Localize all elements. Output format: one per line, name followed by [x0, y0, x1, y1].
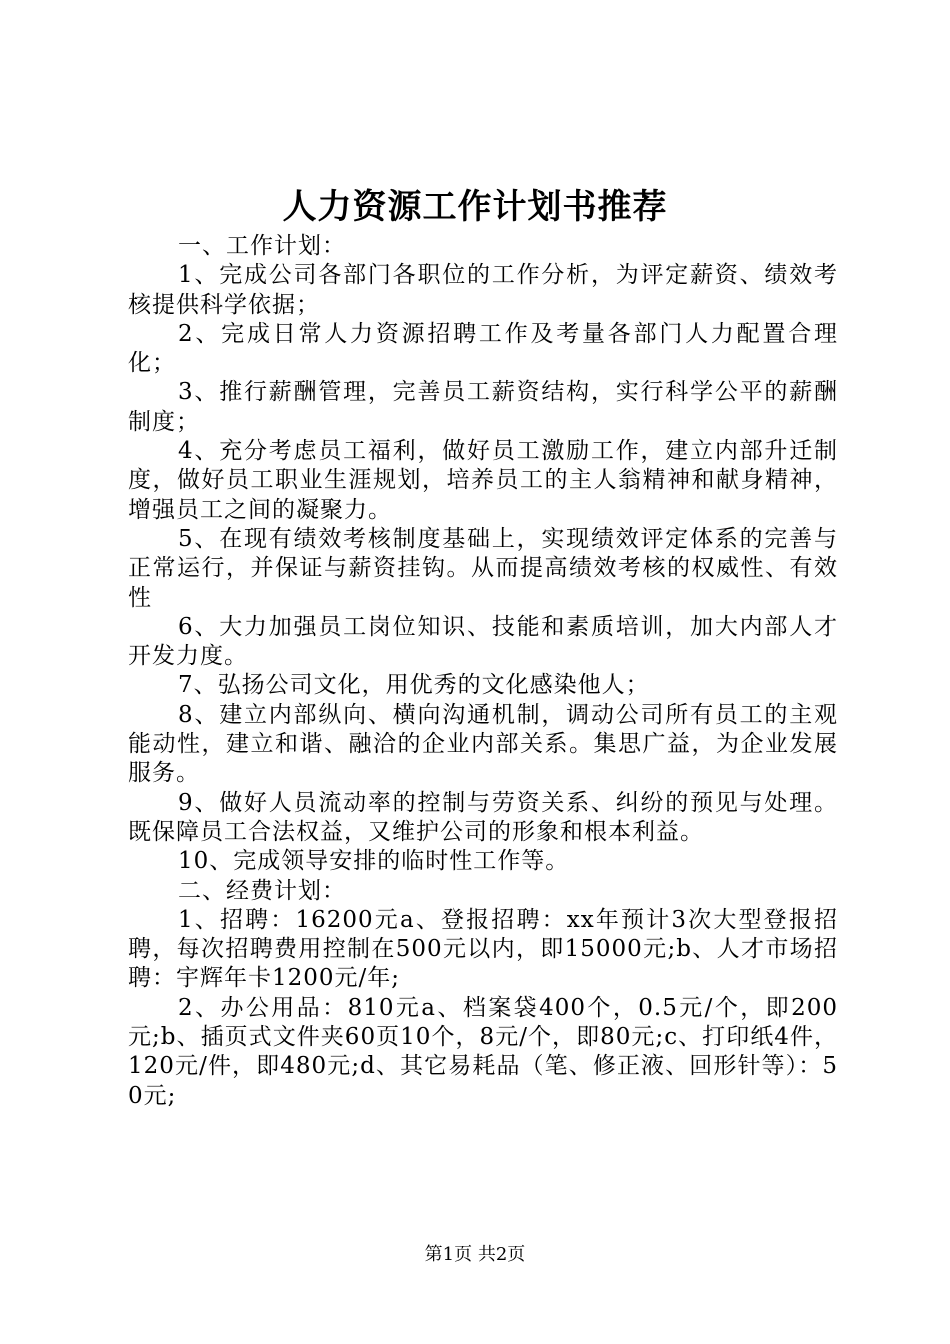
paragraph-item: 8、建立内部纵向、横向沟通机制，调动公司所有员工的主观能动性，建立和谐、融洽的企业内部关系。集思广益，为企业发展服务。: [128, 701, 838, 787]
paragraph-item: 2、完成日常人力资源招聘工作及考量各部门人力配置合理化；: [128, 320, 838, 377]
paragraph-item: 2、办公用品：810元a、档案袋400个，0.5元/个，即200元;b、插页式文件夹60页10个，8元/个，即80元;c、打印纸4件，120元/件，即480元;d、其它易耗品（笔、修正液、回形针等）：50元;: [128, 994, 838, 1109]
paragraph-item: 3、推行薪酬管理，完善员工薪资结构，实行科学公平的薪酬制度；: [128, 379, 838, 435]
document-title: 人力资源工作计划书推荐: [282, 187, 668, 227]
section-heading-budget-plan: 二、经费计划：: [178, 877, 346, 904]
document-body: [128, 232, 838, 1111]
paragraph-item: 7、弘扬公司文化，用优秀的文化感染他人；: [178, 672, 650, 699]
paragraph-item: 10、完成领导安排的临时性工作等。: [178, 848, 570, 875]
paragraph-item: 1、完成公司各部门各职位的工作分析，为评定薪资、绩效考核提供科学依据；: [128, 262, 838, 318]
paragraph-item: 1、招聘：16200元a、登报招聘：xx年预计3次大型登报招聘，每次招聘费用控制在500元以内，即15000元;b、人才市场招聘：宇辉年卡1200元/年;: [128, 906, 838, 992]
section-heading-work-plan: 一、工作计划：: [178, 233, 346, 259]
paragraph-item: 4、充分考虑员工福利，做好员工激励工作，建立内部升迁制度，做好员工职业生涯规划，培养员工的主人翁精神和献身精神，增强员工之间的凝聚力。: [128, 438, 838, 523]
paragraph-item: 5、在现有绩效考核制度基础上，实现绩效评定体系的完善与正常运行，并保证与薪资挂钩。从而提高绩效考核的权威性、有效性: [128, 525, 838, 611]
paragraph-item: 9、做好人员流动率的控制与劳资关系、纠纷的预见与处理。既保障员工合法权益，又维护公司的形象和根本利益。: [128, 789, 838, 845]
page-footer: 第1页 共2页: [424, 1244, 526, 1265]
paragraph-item: 6、大力加强员工岗位知识、技能和素质培训，加大内部人才开发力度。: [128, 613, 838, 670]
